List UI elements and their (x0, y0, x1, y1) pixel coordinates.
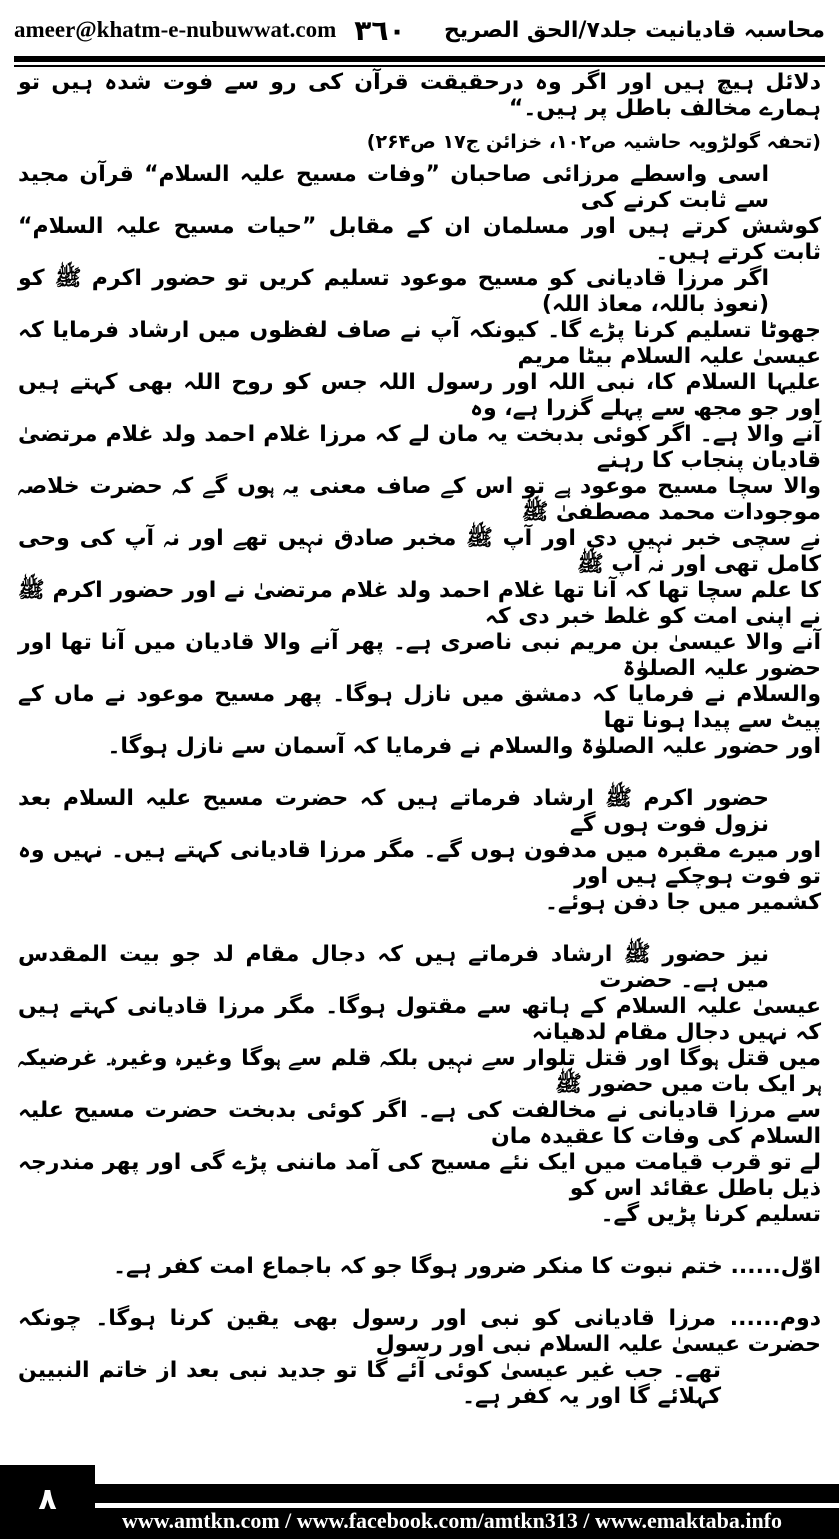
text-line: میں قتل ہوگا اور قتل تلوار سے نہیں بلکہ قلم سے ہوگا وغیرہ وغیرہ۔ غرضیکہ ہر ایک بات میں حضور ﷺ (18, 1046, 821, 1097)
list-item-second: دوم...... مرزا قادیانی کو نبی اور رسول بھی یقین کرنا ہوگا۔ چونکہ حضرت عیسیٰ علیہ السلام نبی اور رسول (18, 1306, 821, 1357)
text-line: سے مرزا قادیانی نے مخالفت کی ہے۔ اگر کوئی بدبخت حضرت مسیح علیہ السلام کی وفات کا عقیدہ مان (18, 1098, 821, 1149)
text-line: جھوٹا تسلیم کرنا پڑے گا۔ کیونکہ آپ نے صاف لفظوں میں ارشاد فرمایا کہ عیسیٰ علیہ السلام بیٹا مریم (18, 318, 821, 369)
text-line: آنے والا عیسیٰ بن مریم نبی ناصری ہے۔ پھر آنے والا قادیان میں آنا تھا اور حضور علیہ الصلوٰۃ (18, 630, 821, 681)
text-line: حضور اکرم ﷺ ارشاد فرماتے ہیں کہ حضرت مسیح علیہ السلام بعد نزول فوت ہوں گے (18, 786, 769, 837)
citation: (تحفہ گولڑویہ حاشیہ ص۱۰۲، خزائن ج۱۷ ص۲۶۴) (366, 131, 821, 153)
header-book-title: محاسبہ قادیانیت جلد۷/الحق الصریح (443, 17, 825, 43)
text-line: دلائل ہیچ ہیں اور اگر وہ درحقیقت قرآن کی رو سے فوت شدہ ہیں تو ہمارے مخالف باطل پر ہیں۔“ (18, 70, 821, 121)
header-rule-thick (14, 56, 825, 62)
text-line: کشمیر میں جا دفن ہوئے۔ (545, 890, 821, 915)
text-line: تسلیم کرنا پڑیں گے۔ (600, 1202, 821, 1227)
text-line: اور حضور علیہ الصلوٰۃ والسلام نے فرمایا کہ آسمان سے نازل ہوگا۔ (107, 734, 821, 759)
page-footer (0, 1484, 839, 1539)
text-line: عیسیٰ علیہ السلام کے ہاتھ سے مقتول ہوگا۔ مگر مرزا قادیانی کہتے ہیں کہ نہیں دجال مقام لدھیانہ (18, 994, 821, 1045)
header-rule-thin (14, 65, 825, 67)
page-body (18, 70, 821, 1410)
list-item-first: اوّل...... ختم نبوت کا منکر ضرور ہوگا جو کہ باجماع امت کفر ہے۔ (113, 1254, 821, 1279)
page-header (14, 8, 825, 52)
text-line: آنے والا ہے۔ اگر کوئی بدبخت یہ مان لے کہ مرزا غلام احمد ولد غلام مرتضیٰ قادیان پنجاب کا رہنے (18, 422, 821, 473)
text-line: کوشش کرتے ہیں اور مسلمان ان کے مقابل ”حیات مسیح علیہ السلام“ ثابت کرتے ہیں۔ (18, 214, 821, 265)
text-line: اگر مرزا قادیانی کو مسیح موعود تسلیم کریں تو حضور اکرم ﷺ کو (نعوذ باللہ، معاذ اللہ) (18, 266, 769, 317)
footer-links: www.amtkn.com / www.facebook.com/amtkn313 / www.emaktaba.info (122, 1508, 782, 1533)
text-line: والسلام نے فرمایا کہ دمشق میں نازل ہوگا۔ پھر مسیح موعود نے ماں کے پیٹ سے پیدا ہونا تھا (18, 682, 821, 733)
text-line: اسی واسطے مرزائی صاحبان ”وفات مسیح علیہ السلام“ قرآن مجید سے ثابت کرنے کی (18, 162, 769, 213)
header-email: ameer@khatm-e-nubuwwat.com (14, 17, 337, 42)
text-line: تھے۔ جب غیر عیسیٰ کوئی آئے گا تو جدید نبی بعد از خاتم النبیین کہلائے گا اور یہ کفر ہے۔ (18, 1358, 721, 1409)
footer-page-number: ٨ (0, 1465, 95, 1539)
text-line: والا سچا مسیح موعود ہے تو اس کے صاف معنی یہ ہوں گے کہ حضرت خلاصہ موجودات محمد مصطفیٰ ﷺ (18, 474, 821, 525)
text-line: اور میرے مقبرہ میں مدفون ہوں گے۔ مگر مرزا قادیانی کہتے ہیں۔ نہیں وہ تو فوت ہوچکے ہیں اور (18, 838, 821, 889)
header-page-number: ٣٦٠ (354, 13, 406, 47)
text-line: لے تو قرب قیامت میں ایک نئے مسیح کی آمد ماننی پڑے گی اور پھر مندرجہ ذیل باطل عقائد اس کو (18, 1150, 821, 1201)
text-line: نیز حضور ﷺ ارشاد فرماتے ہیں کہ دجال مقام لد جو بیت المقدس میں ہے۔ حضرت (18, 942, 769, 993)
text-line: علیہا السلام کا، نبی اللہ اور رسول اللہ جس کو روح اللہ بھی کہتے ہیں اور جو مجھ سے پہلے گزرا ہے، وہ (18, 370, 821, 421)
text-line: کا علم سچا تھا کہ آنا تھا غلام احمد ولد غلام مرتضیٰ نے اور حضور اکرم ﷺ نے اپنی امت کو غلط خبر دی کہ (18, 578, 821, 629)
text-line: نے سچی خبر نہیں دی اور آپ ﷺ مخبر صادق نہیں تھے اور نہ آپ کی وحی کامل تھی اور نہ آپ ﷺ (18, 526, 821, 577)
